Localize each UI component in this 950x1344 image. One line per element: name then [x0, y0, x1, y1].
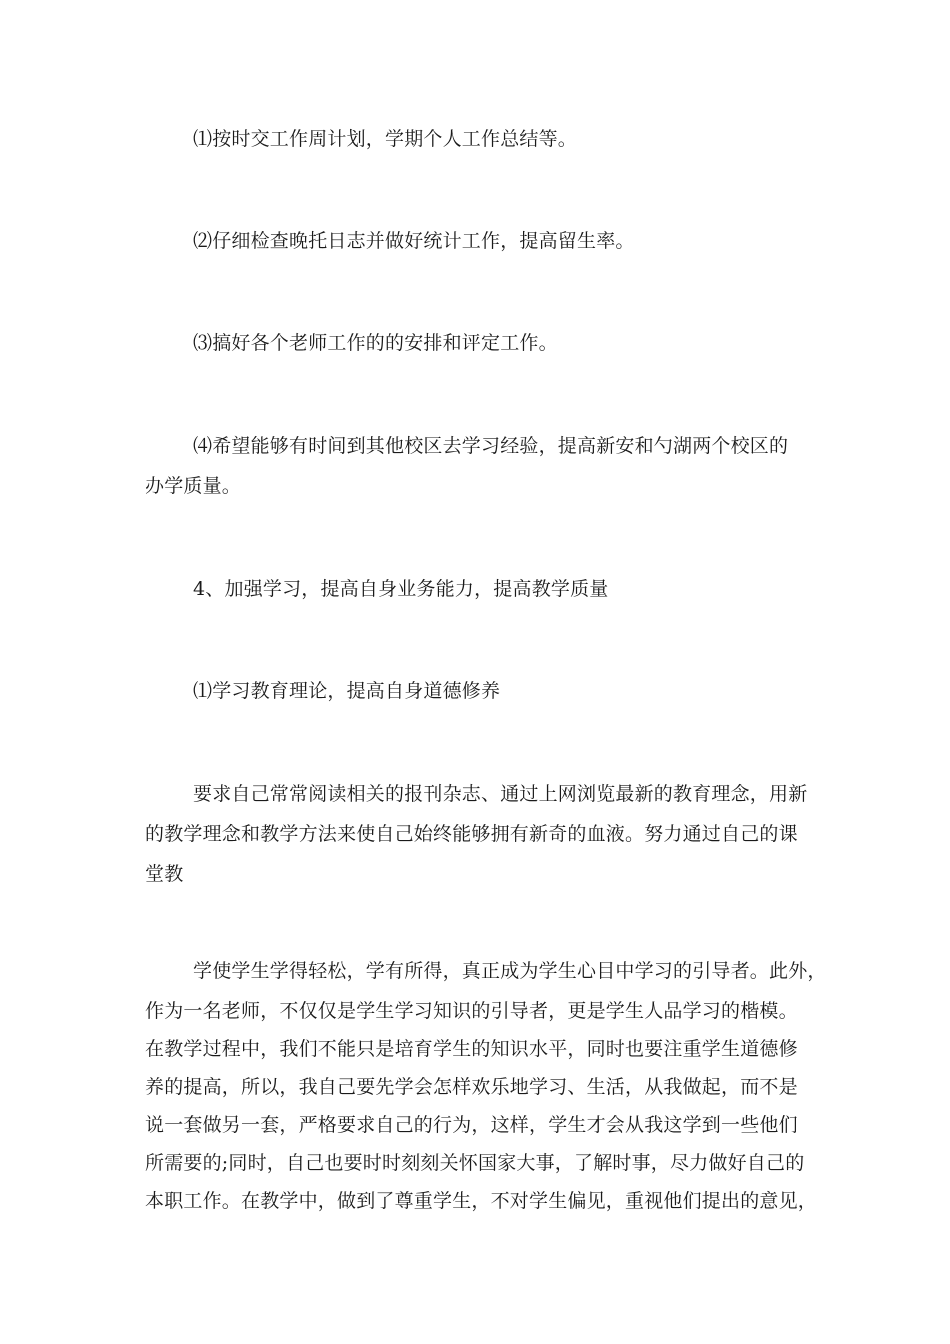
paragraph-2-line-7: 本职工作。在教学中，做到了尊重学生，不对学生偏见，重视他们提出的意见， — [145, 1190, 818, 1212]
paragraph-2-line-6: 所需要的;同时，自己也要时时刻刻关怀国家大事，了解时事，尽力做好自己的 — [145, 1152, 805, 1174]
paragraph-1-line-1: 要求自己常常阅读相关的报刊杂志、通过上网浏览最新的教育理念，用新 — [193, 783, 808, 805]
paragraph-2-line-4: 养的提高，所以，我自己要先学会怎样欢乐地学习、生活，从我做起，而不是 — [145, 1076, 798, 1098]
list-item-3: ⑶搞好各个老师工作的的安排和评定工作。 — [193, 332, 558, 354]
paragraph-2-line-3: 在教学过程中，我们不能只是培育学生的知识水平，同时也要注重学生道德修 — [145, 1038, 798, 1060]
paragraph-2-line-5: 说一套做另一套，严格要求自己的行为，这样，学生才会从我这学到一些他们 — [145, 1114, 798, 1136]
paragraph-1-line-2: 的教学理念和教学方法来使自己始终能够拥有新奇的血液。努力通过自己的课 — [145, 823, 798, 845]
list-item-4-line-1: ⑷希望能够有时间到其他校区去学习经验，提高新安和勺湖两个校区的 — [193, 435, 789, 457]
paragraph-1-line-3: 堂教 — [145, 863, 184, 885]
subsection-heading-1: ⑴学习教育理论，提高自身道德修养 — [193, 680, 501, 702]
list-item-2: ⑵仔细检查晚托日志并做好统计工作，提高留生率。 — [193, 230, 635, 252]
section-heading-4: 4、加强学习，提高自身业务能力，提高教学质量 — [193, 578, 609, 600]
list-item-1: ⑴按时交工作周计划，学期个人工作总结等。 — [193, 128, 578, 150]
list-item-4-line-2: 办学质量。 — [145, 475, 242, 497]
paragraph-2-line-1: 学使学生学得轻松，学有所得，真正成为学生心目中学习的引导者。此外， — [193, 960, 827, 982]
paragraph-2-line-2: 作为一名老师，不仅仅是学生学习知识的引导者，更是学生人品学习的楷模。 — [145, 1000, 798, 1022]
